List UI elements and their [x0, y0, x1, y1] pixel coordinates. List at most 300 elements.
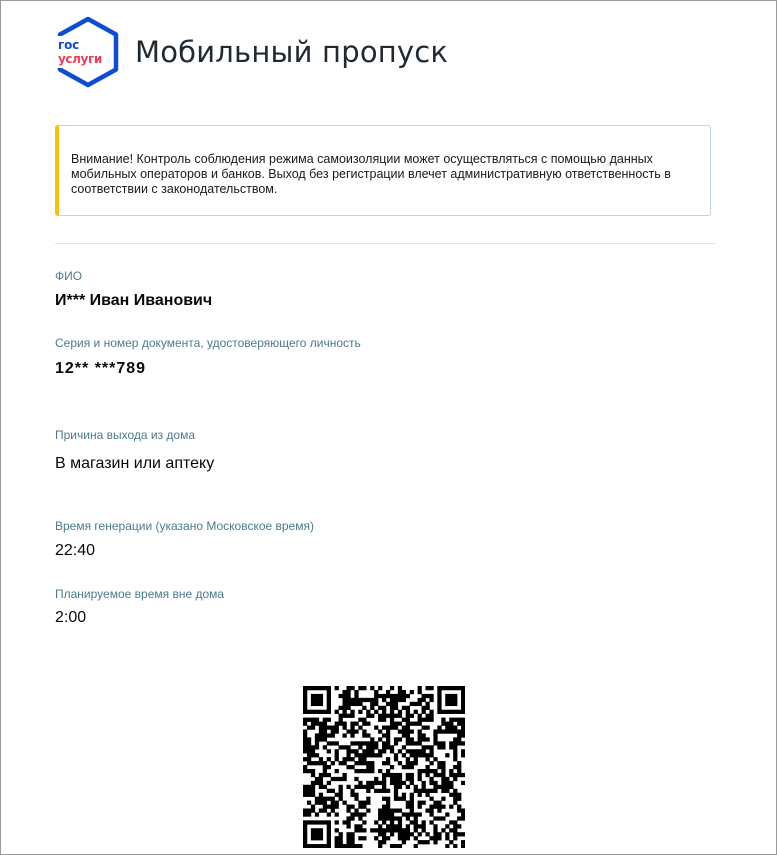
qr-module [303, 686, 307, 690]
qr-module [378, 808, 382, 812]
qr-module [414, 820, 418, 824]
qr-module [390, 686, 394, 690]
qr-module [378, 729, 382, 733]
qr-module [366, 753, 370, 757]
qr-module [406, 828, 410, 832]
qr-module [327, 812, 331, 816]
qr-module [374, 820, 378, 824]
qr-module [402, 765, 406, 769]
qr-module [449, 726, 453, 730]
qr-module [343, 773, 347, 777]
qr-module [366, 797, 370, 801]
qr-module [303, 718, 307, 722]
qr-module [410, 832, 414, 836]
qr-module [319, 773, 323, 777]
qr-module [441, 805, 445, 809]
qr-module [331, 729, 335, 733]
qr-module [346, 706, 350, 710]
qr-module [433, 840, 437, 844]
qr-module [323, 773, 327, 777]
qr-module [437, 801, 441, 805]
qr-module [398, 698, 402, 702]
qr-module [406, 773, 410, 777]
qr-module [402, 733, 406, 737]
qr-module [422, 698, 426, 702]
qr-module [370, 785, 374, 789]
qr-module [303, 706, 307, 710]
qr-module [386, 726, 390, 730]
qr-module [311, 789, 315, 793]
qr-module [422, 801, 426, 805]
qr-module [350, 722, 354, 726]
qr-module [374, 836, 378, 840]
qr-module [350, 765, 354, 769]
qr-module [354, 741, 358, 745]
qr-module [429, 710, 433, 714]
qr-module [437, 710, 441, 714]
qr-module [307, 745, 311, 749]
qr-module [382, 828, 386, 832]
qr-module [382, 714, 386, 718]
qr-module [366, 722, 370, 726]
qr-module [346, 686, 350, 690]
qr-module [303, 765, 307, 769]
qr-module [343, 801, 347, 805]
qr-module [358, 745, 362, 749]
qr-module [453, 710, 457, 714]
qr-module [418, 812, 422, 816]
warning-notice [55, 125, 711, 216]
qr-module [319, 832, 323, 836]
qr-module [437, 816, 441, 820]
qr-module [441, 777, 445, 781]
qr-module [449, 686, 453, 690]
qr-module [303, 710, 307, 714]
qr-module [445, 686, 449, 690]
qr-module [346, 698, 350, 702]
qr-module [390, 820, 394, 824]
qr-module [346, 820, 350, 824]
qr-module [429, 805, 433, 809]
qr-module [339, 793, 343, 797]
qr-module [315, 702, 319, 706]
qr-module [370, 765, 374, 769]
qr-module [327, 690, 331, 694]
qr-module [386, 836, 390, 840]
generation-time-label: Время генерации (указано Московское время) [55, 519, 314, 533]
qr-module [457, 824, 461, 828]
qr-module [410, 749, 414, 753]
qr-module [303, 733, 307, 737]
qr-module [422, 828, 426, 832]
qr-module [410, 753, 414, 757]
qr-module [382, 805, 386, 809]
qr-module [433, 801, 437, 805]
qr-module [382, 745, 386, 749]
qr-module [358, 824, 362, 828]
qr-module [461, 753, 465, 757]
qr-module [402, 694, 406, 698]
qr-module [461, 694, 465, 698]
qr-module [378, 706, 382, 710]
qr-module [354, 797, 358, 801]
qr-module [374, 694, 378, 698]
qr-module [422, 769, 426, 773]
qr-module [382, 777, 386, 781]
qr-module [327, 832, 331, 836]
qr-module [394, 702, 398, 706]
qr-module [437, 761, 441, 765]
qr-module [445, 785, 449, 789]
qr-module [307, 769, 311, 773]
qr-module [398, 781, 402, 785]
qr-module [311, 761, 315, 765]
logo-text-uslugi: услуги [58, 52, 102, 66]
qr-module [414, 702, 418, 706]
qr-module [358, 702, 362, 706]
qr-module [382, 694, 386, 698]
qr-module [457, 797, 461, 801]
qr-module [343, 777, 347, 781]
qr-module [453, 801, 457, 805]
qr-module [343, 706, 347, 710]
qr-module [358, 726, 362, 730]
qr-module [315, 761, 319, 765]
qr-module [319, 686, 323, 690]
qr-module [335, 753, 339, 757]
qr-module [370, 714, 374, 718]
qr-module [414, 836, 418, 840]
qr-module [394, 781, 398, 785]
qr-module [343, 702, 347, 706]
qr-module [398, 832, 402, 836]
qr-module [350, 793, 354, 797]
qr-module [335, 812, 339, 816]
qr-module [461, 710, 465, 714]
qr-module [453, 777, 457, 781]
qr-module [311, 718, 315, 722]
qr-module [346, 836, 350, 840]
qr-module [418, 741, 422, 745]
qr-module [386, 694, 390, 698]
qr-module [461, 729, 465, 733]
qr-module [331, 733, 335, 737]
qr-module [303, 844, 307, 848]
qr-module [343, 694, 347, 698]
qr-module [394, 789, 398, 793]
qr-module [437, 773, 441, 777]
qr-module [350, 726, 354, 730]
qr-module [429, 753, 433, 757]
qr-module [429, 808, 433, 812]
qr-module [425, 686, 429, 690]
qr-module [398, 824, 402, 828]
qr-module [386, 702, 390, 706]
qr-module [418, 714, 422, 718]
qr-module [374, 726, 378, 730]
qr-module [354, 769, 358, 773]
qr-module [354, 694, 358, 698]
qr-module [418, 753, 422, 757]
qr-module [422, 718, 426, 722]
qr-module [319, 698, 323, 702]
qr-module [429, 836, 433, 840]
qr-module [406, 812, 410, 816]
qr-module [307, 749, 311, 753]
qr-module [362, 686, 366, 690]
qr-module [414, 757, 418, 761]
qr-code [303, 686, 465, 852]
qr-module [433, 805, 437, 809]
qr-module [327, 773, 331, 777]
qr-module [390, 718, 394, 722]
qr-module [398, 694, 402, 698]
qr-module [410, 690, 414, 694]
qr-module [362, 706, 366, 710]
qr-module [429, 698, 433, 702]
qr-module [457, 733, 461, 737]
qr-module [433, 816, 437, 820]
qr-module [378, 714, 382, 718]
qr-module [394, 793, 398, 797]
qr-module [358, 753, 362, 757]
qr-module [386, 737, 390, 741]
qr-module [346, 702, 350, 706]
qr-module [311, 793, 315, 797]
qr-module [390, 745, 394, 749]
qr-module [358, 757, 362, 761]
qr-module [362, 718, 366, 722]
qr-module [335, 836, 339, 840]
qr-module [311, 836, 315, 840]
qr-module [327, 698, 331, 702]
qr-module [335, 729, 339, 733]
qr-module [319, 793, 323, 797]
qr-module [386, 729, 390, 733]
qr-module [339, 777, 343, 781]
qr-module [422, 785, 426, 789]
qr-module [445, 698, 449, 702]
fio-label: ФИО [55, 269, 83, 283]
qr-module [398, 836, 402, 840]
qr-module [323, 722, 327, 726]
qr-module [339, 718, 343, 722]
qr-module [346, 757, 350, 761]
qr-module [433, 729, 437, 733]
qr-module [315, 722, 319, 726]
qr-module [311, 832, 315, 836]
qr-module [394, 777, 398, 781]
qr-module [307, 686, 311, 690]
qr-module [319, 801, 323, 805]
reason-label: Причина выхода из дома [55, 428, 196, 442]
qr-module [339, 761, 343, 765]
qr-module [354, 824, 358, 828]
qr-module [425, 718, 429, 722]
qr-module [374, 698, 378, 702]
qr-module [354, 808, 358, 812]
qr-module [406, 733, 410, 737]
qr-module [382, 785, 386, 789]
qr-module [425, 769, 429, 773]
qr-module [315, 686, 319, 690]
qr-module [453, 820, 457, 824]
qr-module [449, 722, 453, 726]
qr-module [453, 789, 457, 793]
qr-module [303, 741, 307, 745]
qr-module [319, 722, 323, 726]
qr-module [390, 781, 394, 785]
qr-module [315, 820, 319, 824]
qr-module [433, 832, 437, 836]
qr-module [429, 694, 433, 698]
qr-module [398, 749, 402, 753]
qr-module [461, 812, 465, 816]
qr-module [350, 812, 354, 816]
qr-module [331, 797, 335, 801]
qr-code-image [303, 686, 465, 848]
qr-module [414, 741, 418, 745]
qr-module [461, 749, 465, 753]
qr-module [406, 832, 410, 836]
qr-module [335, 741, 339, 745]
qr-module [386, 789, 390, 793]
qr-module [441, 789, 445, 793]
qr-module [418, 773, 422, 777]
qr-module [346, 816, 350, 820]
qr-module [382, 726, 386, 730]
qr-module [358, 686, 362, 690]
qr-module [307, 737, 311, 741]
qr-module [323, 737, 327, 741]
qr-module [370, 745, 374, 749]
qr-module [429, 789, 433, 793]
qr-module [453, 836, 457, 840]
qr-module [390, 710, 394, 714]
qr-module [339, 706, 343, 710]
planned-time-value: 2:00 [55, 609, 87, 626]
reason-value: В магазин или аптеку [55, 455, 215, 472]
qr-module [453, 726, 457, 730]
qr-module [422, 706, 426, 710]
qr-module [406, 718, 410, 722]
qr-module [382, 733, 386, 737]
qr-module [406, 737, 410, 741]
qr-module [437, 832, 441, 836]
qr-module [398, 690, 402, 694]
qr-module [425, 773, 429, 777]
qr-module [402, 840, 406, 844]
qr-module [331, 805, 335, 809]
qr-module [350, 702, 354, 706]
qr-module [429, 745, 433, 749]
qr-module [406, 729, 410, 733]
qr-module [386, 812, 390, 816]
qr-module [362, 729, 366, 733]
qr-module [457, 729, 461, 733]
qr-module [418, 749, 422, 753]
qr-module [457, 769, 461, 773]
generation-time-value: 22:40 [55, 542, 96, 559]
qr-module [406, 706, 410, 710]
qr-module [386, 797, 390, 801]
qr-module [382, 718, 386, 722]
qr-module [398, 773, 402, 777]
qr-module [418, 718, 422, 722]
qr-module [303, 729, 307, 733]
qr-module [429, 761, 433, 765]
qr-module [354, 844, 358, 848]
qr-module [445, 753, 449, 757]
qr-module [378, 840, 382, 844]
qr-module [362, 801, 366, 805]
qr-module [441, 686, 445, 690]
qr-module [461, 706, 465, 710]
qr-module [327, 710, 331, 714]
qr-module [323, 718, 327, 722]
qr-module [370, 761, 374, 765]
qr-module [429, 714, 433, 718]
qr-module [331, 761, 335, 765]
qr-module [457, 808, 461, 812]
qr-module [319, 797, 323, 801]
qr-module [453, 828, 457, 832]
gosuslugi-logo[interactable] [55, 16, 121, 88]
qr-module [346, 694, 350, 698]
qr-module [433, 773, 437, 777]
qr-module [350, 714, 354, 718]
qr-module [398, 844, 402, 848]
qr-module [311, 769, 315, 773]
qr-module [437, 726, 441, 730]
qr-module [402, 745, 406, 749]
qr-module [425, 737, 429, 741]
qr-module [394, 824, 398, 828]
qr-module [402, 828, 406, 832]
qr-module [331, 777, 335, 781]
qr-module [343, 733, 347, 737]
qr-module [350, 805, 354, 809]
qr-module [429, 749, 433, 753]
qr-module [449, 694, 453, 698]
qr-module [362, 836, 366, 840]
qr-module [327, 805, 331, 809]
qr-module [346, 729, 350, 733]
qr-module [358, 828, 362, 832]
qr-module [457, 832, 461, 836]
qr-module [366, 741, 370, 745]
qr-module [378, 781, 382, 785]
qr-module [410, 722, 414, 726]
qr-module [445, 710, 449, 714]
qr-module [315, 694, 319, 698]
qr-module [358, 718, 362, 722]
qr-module [457, 816, 461, 820]
qr-module [327, 824, 331, 828]
qr-module [311, 686, 315, 690]
qr-module [319, 702, 323, 706]
qr-module [390, 722, 394, 726]
qr-module [433, 781, 437, 785]
qr-module [354, 722, 358, 726]
qr-module [441, 761, 445, 765]
qr-module [350, 836, 354, 840]
qr-module [449, 729, 453, 733]
qr-module [346, 824, 350, 828]
qr-module [311, 749, 315, 753]
qr-module [343, 726, 347, 730]
qr-module [378, 769, 382, 773]
